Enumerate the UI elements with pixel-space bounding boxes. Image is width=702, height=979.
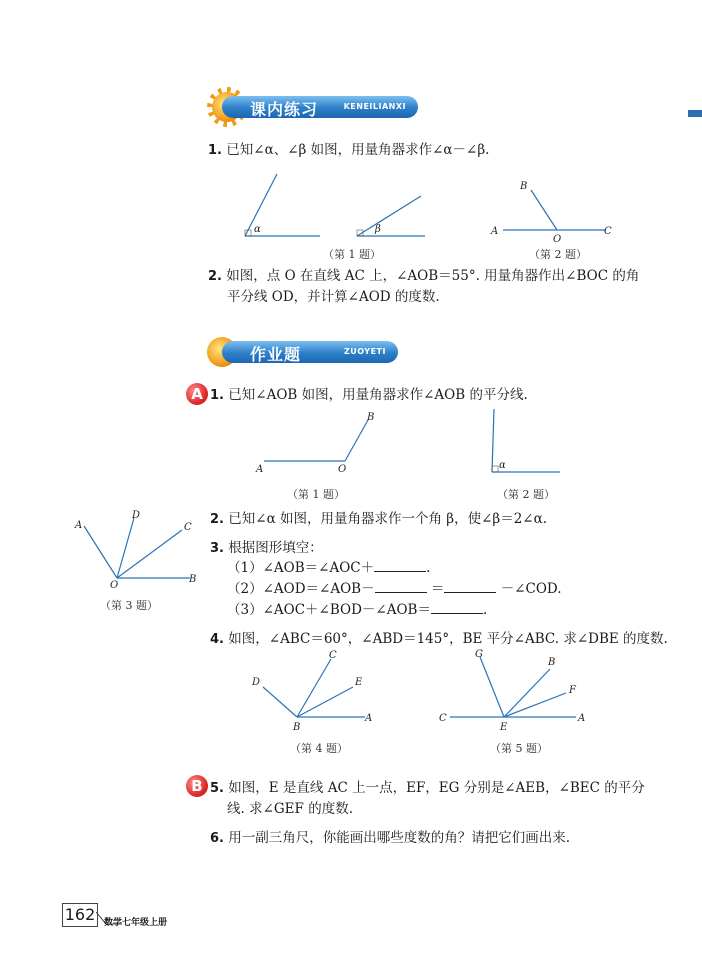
practice-1: 1. 已知∠α、∠β 如图，用量角器求作∠α－∠β. — [208, 142, 490, 158]
homework-3-item-1: （1）∠AOB＝∠AOC＋ . — [227, 560, 431, 576]
homework-5: 5. 如图，E 是直线 AC 上一点，EF，EG 分别是∠AEB，∠BEC 的平分 — [210, 780, 645, 796]
label-E: E — [500, 722, 508, 733]
homework-5-cont: 线. 求∠GEF 的度数. — [227, 801, 353, 817]
label-O: O — [338, 464, 347, 475]
blank-field[interactable] — [374, 559, 426, 572]
homework-3-item-2: （2）∠AOD＝∠AOB－ ＝ －∠COD. — [227, 581, 562, 597]
label-O: O — [553, 234, 562, 245]
label-alpha: α — [499, 460, 506, 471]
label-A: A — [491, 226, 499, 237]
label-O: O — [110, 580, 119, 590]
figure-5 — [436, 645, 596, 737]
label-B: B — [520, 181, 528, 192]
level-a-badge: A — [186, 383, 208, 405]
section-title: 作业题 — [250, 345, 302, 364]
section-banner-homework — [222, 341, 398, 363]
blank-field[interactable] — [375, 580, 427, 593]
caption-practice-1: （第 1 题） — [323, 248, 381, 261]
section-pinyin: KENEILIANXI — [343, 102, 406, 111]
label-beta: β — [375, 224, 381, 235]
label-F: F — [569, 685, 576, 696]
level-b-badge: B — [186, 775, 208, 797]
section-title: 课内练习 — [250, 100, 319, 119]
caption-homework-1: （第 1 题） — [287, 488, 345, 501]
caption-homework-2: （第 2 题） — [497, 488, 555, 501]
practice-2: 2. 如图，点 O 在直线 AC 上，∠AOB＝55°. 用量角器作出∠BOC 的角 — [208, 268, 640, 284]
label-D: D — [252, 677, 261, 688]
figure-3 — [70, 504, 200, 590]
label-A: A — [578, 713, 586, 724]
caption-homework-4: （第 4 题） — [290, 742, 348, 755]
blank-field[interactable] — [431, 601, 483, 614]
label-B: B — [548, 657, 556, 668]
page-number: 162 — [62, 903, 98, 927]
section-banner-practice — [222, 96, 418, 118]
label-G: G — [475, 649, 483, 660]
homework-1: 1. 已知∠AOB 如图，用量角器求作∠AOB 的平分线. — [210, 387, 528, 403]
edge-tab — [688, 110, 702, 117]
caption-homework-3: （第 3 题） — [100, 599, 158, 612]
book-title: 数学七年级上册 — [104, 918, 168, 928]
caption-practice-2: （第 2 题） — [529, 248, 587, 261]
homework-2: 2. 已知∠α 如图，用量角器求作一个角 β，使∠β＝2∠α. — [210, 511, 548, 527]
label-B: B — [367, 412, 375, 423]
section-pinyin: ZUOYETI — [343, 347, 386, 356]
label-A: A — [75, 520, 83, 531]
label-A: A — [365, 713, 373, 724]
label-B: B — [189, 574, 197, 585]
figure-4 — [245, 645, 385, 737]
label-E: E — [355, 677, 363, 688]
caption-homework-5: （第 5 题） — [490, 742, 548, 755]
homework-3-item-3: （3）∠AOC＋∠BOD－∠AOB＝ . — [227, 602, 488, 618]
label-C: C — [604, 226, 612, 237]
homework-4: 4. 如图，∠ABC＝60°，∠ABD＝145°，BE 平分∠ABC. 求∠DBE 的度数. — [210, 631, 668, 647]
label-B: B — [293, 722, 301, 733]
homework-1-2-figures — [250, 405, 580, 485]
homework-6: 6. 用一副三角尺，你能画出哪些度数的角？请把它们画出来. — [210, 830, 571, 846]
label-alpha: α — [254, 224, 261, 235]
label-C: C — [184, 522, 192, 533]
label-C: C — [439, 713, 447, 724]
homework-3: 3. 根据图形填空： — [210, 540, 323, 556]
blank-field[interactable] — [444, 580, 496, 593]
practice-2-cont: 平分线 OD，并计算∠AOD 的度数. — [227, 289, 440, 305]
label-D: D — [132, 510, 141, 521]
label-A: A — [256, 464, 264, 475]
label-C: C — [329, 650, 337, 661]
